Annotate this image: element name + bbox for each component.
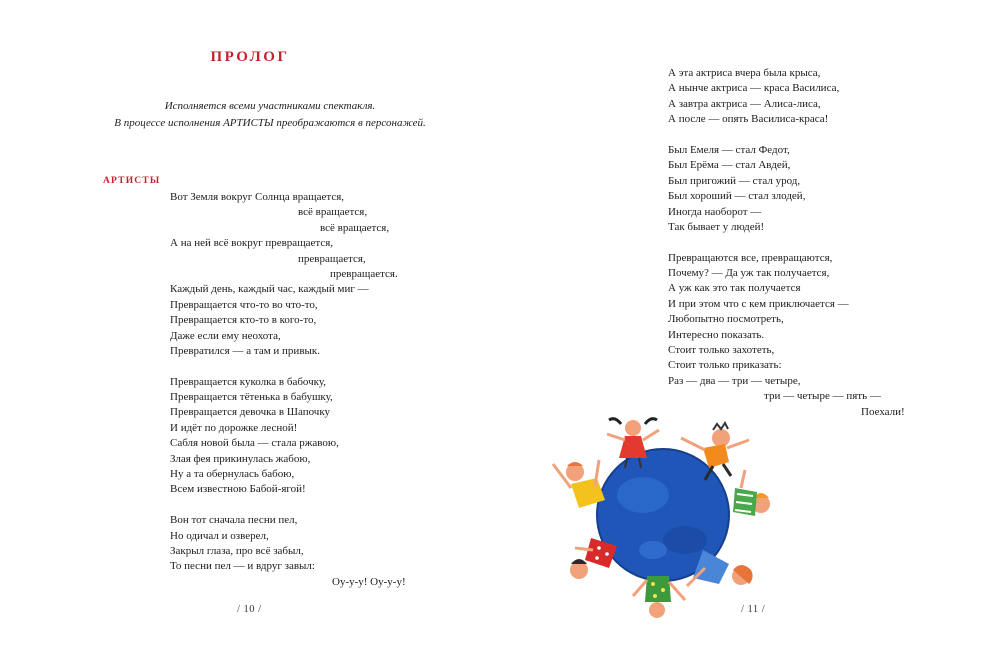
verse-line: Стоит только приказать: bbox=[668, 359, 782, 372]
verse-line: Вот Земля вокруг Солнца вращается, bbox=[170, 191, 345, 203]
verse-line: Иногда наоборот — bbox=[668, 205, 762, 218]
verse-block-right bbox=[668, 66, 905, 420]
verse-line: Закрыл глаза, про всё забыл, bbox=[170, 544, 304, 557]
child-figure bbox=[553, 460, 605, 508]
stanza-gap bbox=[668, 235, 905, 250]
verse-line: Превращается тётенька в бабушку, bbox=[170, 391, 333, 404]
page-number: / 11 / bbox=[741, 604, 766, 615]
verse-line: Раз — два — три — четыре, bbox=[668, 374, 801, 387]
verse-line: Оу-у-у! Оу-у-у! bbox=[332, 575, 406, 588]
child-figure bbox=[733, 470, 770, 516]
verse-line: Вон тот сначала песни пел, bbox=[170, 514, 298, 527]
verse-line: Превращается девочка в Шапочку bbox=[170, 406, 331, 419]
verse-line: всё вращается, bbox=[298, 206, 368, 219]
verse-line: Почему? — Да уж так получается, bbox=[668, 267, 830, 280]
verse-line: И при этом что с кем приключается — bbox=[668, 297, 849, 310]
stanza-gap bbox=[668, 128, 905, 143]
verse-line: А после — опять Василиса-краса! bbox=[668, 113, 829, 126]
verse-line: А нынче актриса — краса Василиса, bbox=[668, 82, 840, 95]
verse-line: А завтра актриса — Алиса-лиса, bbox=[668, 97, 821, 110]
verse-line: Злая фея прикинулась жабою, bbox=[170, 452, 311, 465]
verse-line: И идёт по дорожке лесной! bbox=[170, 421, 298, 434]
verse-line: Стоит только захотеть, bbox=[668, 344, 775, 357]
stanza-gap bbox=[170, 359, 406, 374]
globe-children-illustration bbox=[535, 400, 790, 630]
verse-line: Поехали! bbox=[861, 405, 905, 418]
child-figure bbox=[570, 538, 617, 579]
verse-line: Так бывает у людей! bbox=[668, 220, 765, 233]
verse-line: Всем известною Бабой-ягой! bbox=[170, 483, 306, 496]
verse-line: А на ней всё вокруг превращается, bbox=[170, 237, 334, 250]
verse-line: всё вращается, bbox=[320, 221, 390, 234]
verse-line: Превращаются все, превращаются, bbox=[668, 251, 833, 264]
verse-line: А эта актриса вчера была крыса, bbox=[668, 67, 821, 79]
verse-line: три — четыре — пять — bbox=[764, 390, 881, 403]
verse-line: Превращается что-то во что-то, bbox=[170, 298, 318, 311]
verse-line: Ну а та обернулась бабою, bbox=[170, 468, 295, 481]
stage-direction-line: Исполняется всеми участниками спектакля. bbox=[164, 100, 376, 112]
stage-direction-line: В процессе исполнения АРТИСТЫ преображаются в персонажей. bbox=[114, 117, 426, 129]
verse-line: Превращается кто-то в кого-то, bbox=[170, 314, 317, 327]
verse-line: Был хороший — стал злодей, bbox=[668, 190, 806, 203]
verse-line: Даже если ему неохота, bbox=[170, 329, 281, 342]
verse-line: Был Емеля — стал Федот, bbox=[668, 143, 790, 156]
verse-line: То песни пел — и вдруг завыл: bbox=[170, 560, 315, 573]
verse-line: А уж как это так получается bbox=[668, 282, 801, 295]
verse-line: Но одичал и озверел, bbox=[170, 529, 269, 542]
stage-direction bbox=[0, 98, 540, 132]
verse-block-left bbox=[170, 190, 406, 590]
verse-line: Был Ерёма — стал Авдей, bbox=[668, 159, 791, 172]
verse-line: превращается, bbox=[298, 252, 366, 265]
verse-line: Сабля новой была — стала ржавою, bbox=[170, 437, 339, 450]
verse-line: Превратился — а там и привык. bbox=[170, 344, 320, 357]
page-number: / 10 / bbox=[237, 604, 262, 615]
page-title: ПРОЛОГ bbox=[210, 49, 290, 65]
verse-line: Любопытно посмотреть, bbox=[668, 313, 784, 326]
verse-line: Интересно показать. bbox=[668, 328, 765, 341]
verse-line: Превращается куколка в бабочку, bbox=[170, 375, 327, 388]
speaker-label: АРТИСТЫ bbox=[103, 176, 161, 186]
stanza-gap bbox=[170, 498, 406, 513]
child-figure bbox=[633, 576, 685, 618]
verse-line: Каждый день, каждый час, каждый миг — bbox=[170, 283, 369, 296]
verse-line: превращается. bbox=[330, 267, 398, 280]
verse-line: Был пригожий — стал урод, bbox=[668, 174, 801, 187]
